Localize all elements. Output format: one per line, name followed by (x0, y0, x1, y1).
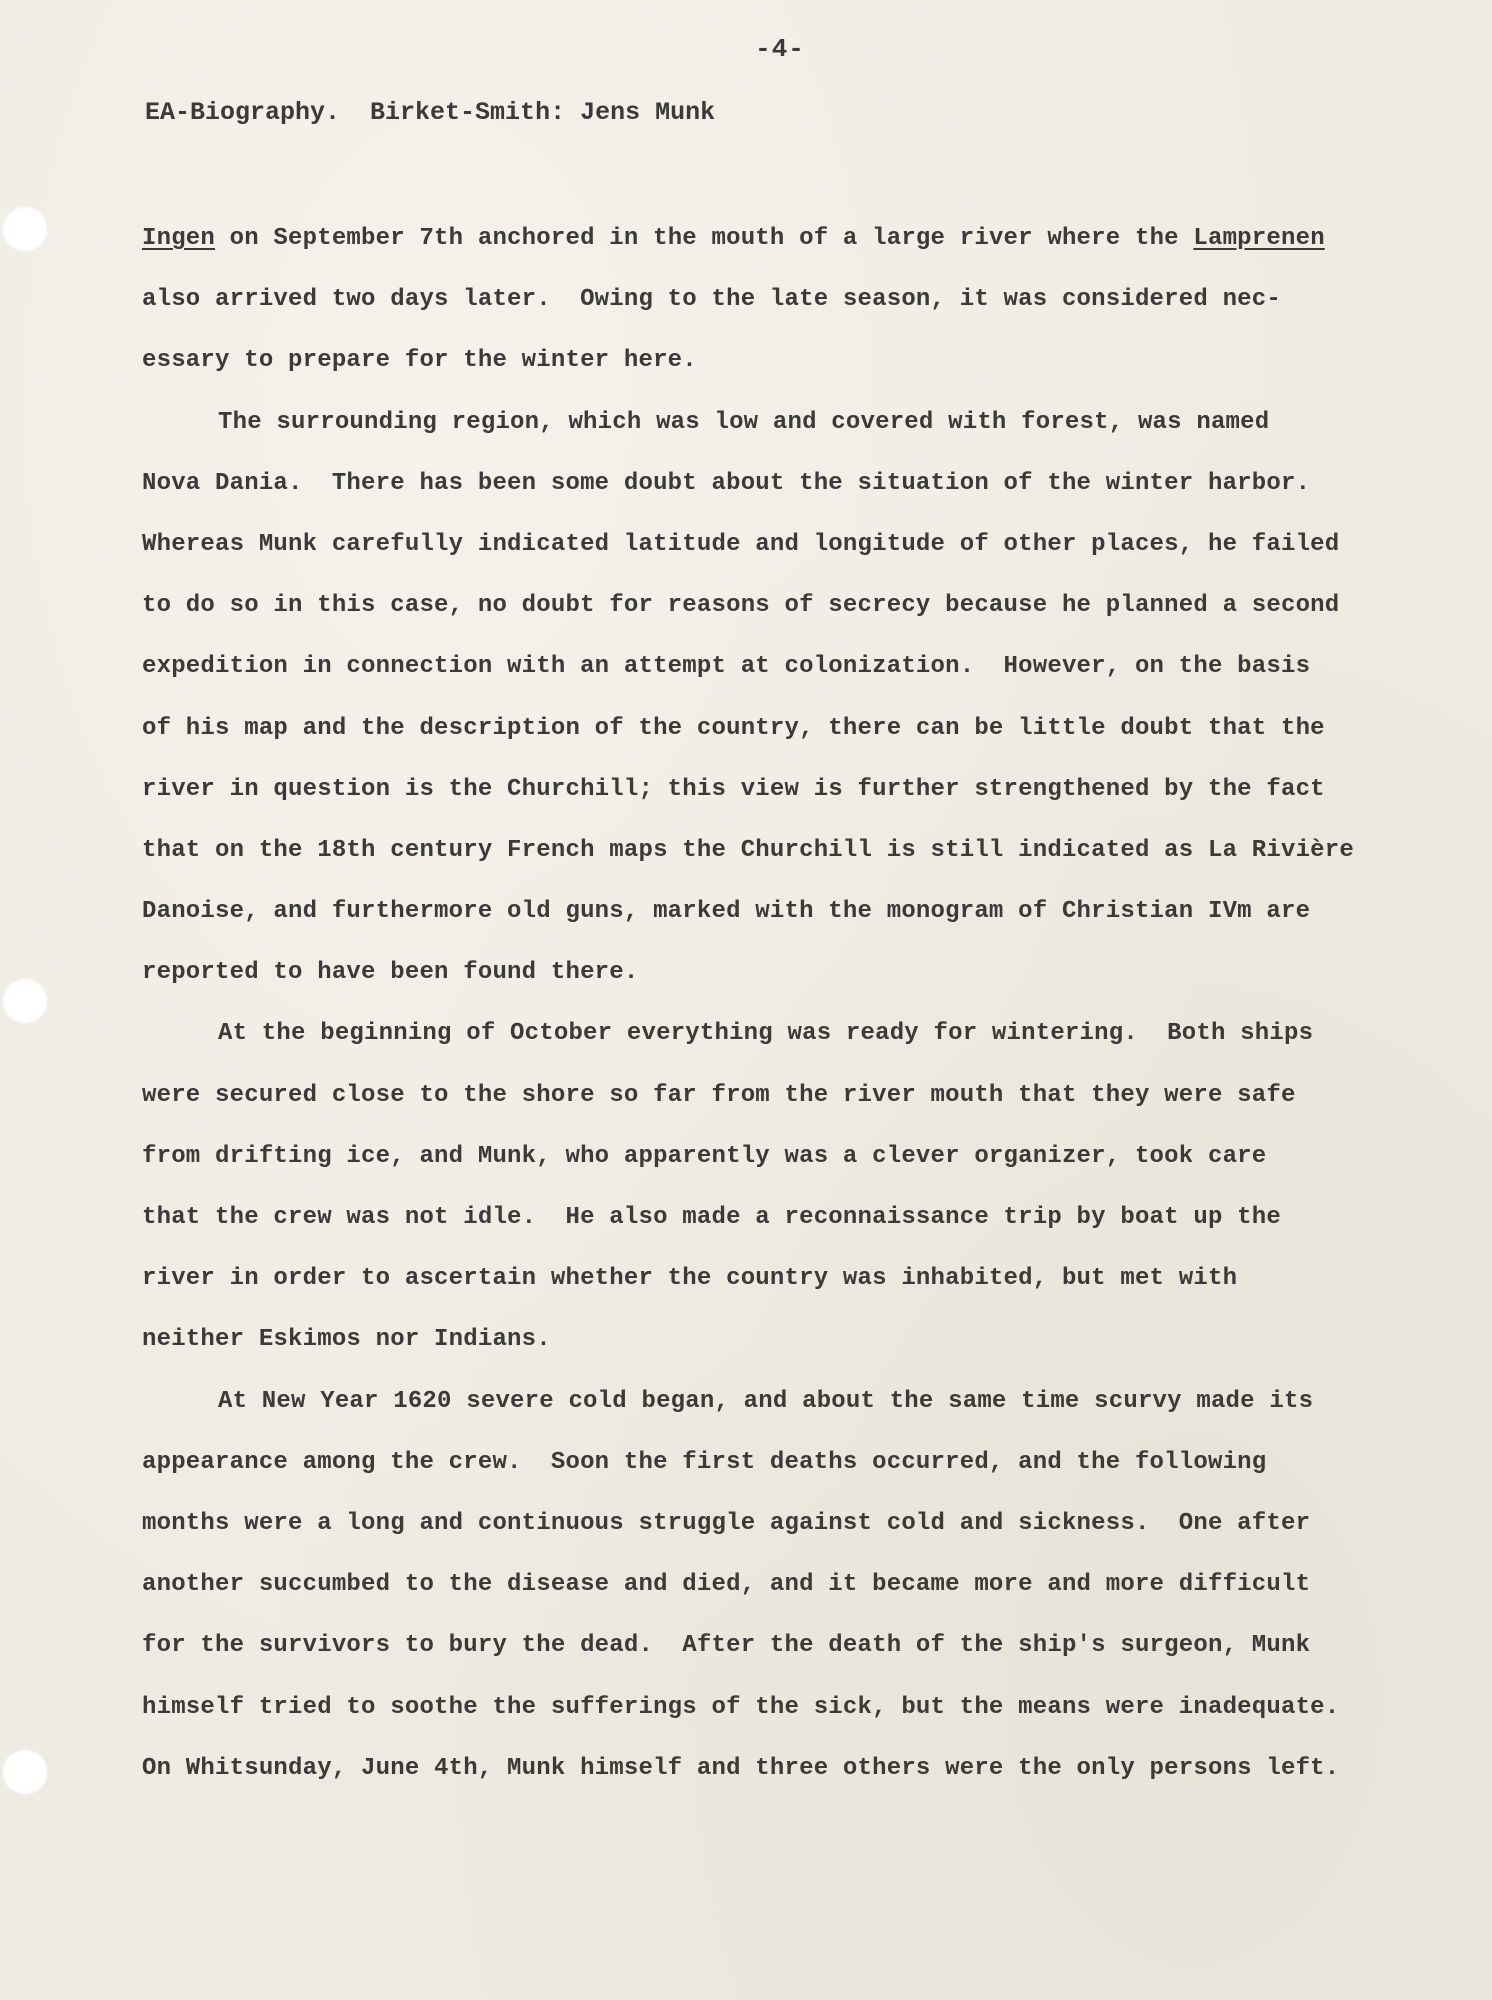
text-line (142, 1444, 1412, 1505)
text-line (142, 587, 1412, 648)
text-line (142, 1689, 1412, 1750)
body-text (142, 220, 1412, 1811)
paragraph (142, 1015, 1412, 1382)
text-segment: also arrived two days later. Owing to the late season, it was considered nec- (142, 286, 1281, 314)
text-segment: neither Eskimos nor Indians. (142, 1326, 551, 1354)
text-line (142, 1077, 1412, 1138)
text-line (142, 1505, 1412, 1566)
text-line (142, 1015, 1412, 1076)
text-line (142, 1383, 1412, 1444)
text-line (142, 1199, 1412, 1260)
underlined-ship-name: Lamprenen (1193, 225, 1325, 252)
text-line (142, 281, 1412, 342)
paragraph (142, 404, 1412, 1016)
text-line (142, 1321, 1412, 1382)
text-line (142, 465, 1412, 526)
text-segment: for the survivors to bury the dead. After the death of the ship's surgeon, Munk (142, 1632, 1311, 1660)
text-line (142, 771, 1412, 832)
punch-hole (2, 1749, 48, 1795)
text-segment: reported to have been found there. (142, 959, 639, 987)
text-segment: At the beginning of October everything was ready for wintering. Both ships (218, 1020, 1314, 1048)
text-line (142, 832, 1412, 893)
text-segment: essary to prepare for the winter here. (142, 347, 697, 375)
text-line (142, 526, 1412, 587)
text-segment: that the crew was not idle. He also made a reconnaissance trip by boat up the (142, 1204, 1281, 1231)
text-line (142, 648, 1412, 709)
page-number: -4- (755, 34, 805, 64)
text-line (142, 1627, 1412, 1688)
text-segment: The surrounding region, which was low and covered with forest, was named (218, 408, 1270, 436)
paragraph (142, 1383, 1412, 1811)
text-segment: river in question is the Churchill; this view is further strengthened by the fact (142, 775, 1325, 803)
text-segment: months were a long and continuous struggle against cold and sickness. One after (142, 1509, 1311, 1537)
text-segment: appearance among the crew. Soon the first deaths occurred, and the following (142, 1448, 1267, 1476)
text-line (142, 710, 1412, 771)
text-segment: On Whitsunday, June 4th, Munk himself and three others were the only persons left. (142, 1754, 1340, 1782)
text-line (142, 954, 1412, 1015)
text-segment: himself tried to soothe the sufferings of the sick, but the means were inadequate. (142, 1693, 1340, 1721)
text-segment: on September 7th anchored in the mouth of a large river where the (215, 225, 1194, 252)
punch-hole (2, 978, 48, 1024)
text-line (142, 1750, 1412, 1811)
text-line (142, 220, 1412, 281)
text-line (142, 404, 1412, 465)
text-line (142, 1138, 1412, 1199)
paragraph (142, 220, 1412, 404)
text-segment: At New Year 1620 severe cold began, and about the same time scurvy made its (218, 1387, 1314, 1415)
text-segment: from drifting ice, and Munk, who apparently was a clever organizer, took care (142, 1142, 1267, 1170)
text-segment: Nova Dania. There has been some doubt about the situation of the winter harbor. (142, 469, 1311, 497)
text-segment: another succumbed to the disease and died, and it became more and more difficult (142, 1571, 1311, 1599)
text-segment: of his map and the description of the country, there can be little doubt that the (142, 714, 1325, 742)
text-line (142, 893, 1412, 954)
punch-hole (2, 206, 48, 252)
text-segment: were secured close to the shore so far from the river mouth that they were safe (142, 1081, 1296, 1109)
text-line (142, 342, 1412, 403)
text-segment: Danoise, and furthermore old guns, marked with the monogram of Christian IVm are (142, 898, 1311, 926)
text-line (142, 1566, 1412, 1627)
text-segment: to do so in this case, no doubt for reasons of secrecy because he planned a second (142, 592, 1340, 620)
text-line (142, 1260, 1412, 1321)
text-segment: that on the 18th century French maps the Churchill is still indicated as La Rivière (142, 836, 1354, 864)
document-header: EA-Biography. Birket-Smith: Jens Munk (145, 98, 716, 127)
text-segment: Whereas Munk carefully indicated latitude and longitude of other places, he failed (142, 530, 1340, 558)
underlined-ship-name: Ingen (142, 225, 216, 252)
text-segment: expedition in connection with an attempt at colonization. However, on the basis (142, 653, 1311, 681)
text-segment: river in order to ascertain whether the country was inhabited, but met with (142, 1265, 1238, 1293)
